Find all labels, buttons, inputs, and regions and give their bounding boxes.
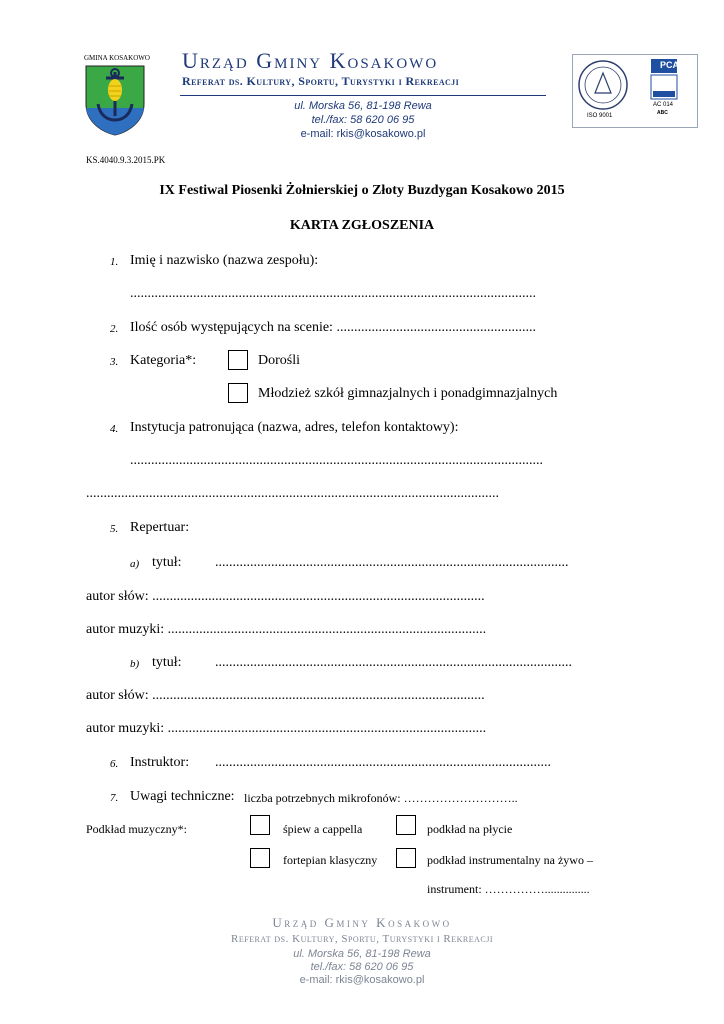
song-a-title-label: tytuł: bbox=[152, 555, 182, 570]
office-subtitle: Referat ds. Kultury, Sportu, Turystyki i Rekreacji bbox=[182, 74, 460, 88]
backing-track-label: Podkład muzyczny*: bbox=[86, 822, 187, 836]
microphones-count-field[interactable]: liczba potrzebnych mikrofonów: ……………………….. bbox=[244, 791, 518, 805]
cappella-checkbox[interactable] bbox=[250, 815, 270, 835]
song-b-letter: b) bbox=[130, 658, 140, 670]
category-label: Kategoria*: bbox=[130, 353, 197, 368]
abc-label: ABC bbox=[657, 110, 668, 116]
patron-field-line-1[interactable]: ...................................................................................................................... bbox=[130, 453, 543, 468]
item-number: 4. bbox=[110, 423, 119, 435]
song-b-title-label: tytuł: bbox=[152, 655, 182, 670]
patron-label: Instytucja patronująca (nazwa, adres, telefon kontaktowy): bbox=[130, 420, 459, 435]
category-adults-checkbox[interactable] bbox=[228, 350, 248, 370]
office-phone: tel./fax: 58 620 06 95 bbox=[311, 114, 415, 126]
song-a-letter: a) bbox=[130, 558, 140, 570]
form-heading: KARTA ZGŁOSZENIA bbox=[289, 218, 435, 233]
performers-count-field[interactable]: Ilość osób występujących na scenie: ......................................................... bbox=[130, 320, 536, 335]
name-label: Imię i nazwisko (nazwa zespołu): bbox=[130, 253, 319, 268]
item-number: 1. bbox=[110, 256, 119, 268]
instrument-field[interactable]: instrument: ……………............... bbox=[427, 882, 590, 896]
technical-notes-label: Uwagi techniczne: bbox=[130, 789, 235, 804]
item-number: 7. bbox=[110, 792, 119, 804]
repertoire-label: Repertuar: bbox=[130, 520, 190, 535]
office-address-block bbox=[180, 99, 546, 141]
footer-phone: tel./fax: 58 620 06 95 bbox=[310, 961, 414, 973]
song-b-music-field[interactable]: autor muzyki: ........................................................................................... bbox=[86, 721, 487, 736]
item-number: 2. bbox=[110, 323, 119, 335]
item-number: 5. bbox=[110, 523, 119, 535]
office-email: e-mail: rkis@kosakowo.pl bbox=[300, 128, 426, 140]
song-a-music-field[interactable]: autor muzyki: ........................................................................................... bbox=[86, 622, 487, 637]
item-number: 3. bbox=[110, 356, 119, 368]
pca-label: PCA bbox=[660, 60, 680, 70]
iso-label: ISO 9001 bbox=[587, 113, 613, 119]
piano-checkbox[interactable] bbox=[250, 848, 270, 868]
live-instrumental-label: podkład instrumentalny na żywo – bbox=[427, 853, 593, 867]
instructor-label: Instruktor: bbox=[130, 755, 190, 770]
category-adults-label: Dorośli bbox=[258, 353, 300, 368]
municipality-logo bbox=[84, 54, 150, 141]
song-a-title-field[interactable]: ..................................................................................................... bbox=[215, 555, 569, 570]
footer-address-block bbox=[0, 948, 724, 987]
festival-title: IX Festiwal Piosenki Żołnierskiej o Złoty Buzdygan Kosakowo 2015 bbox=[159, 183, 565, 198]
category-youth-label: Młodzież szkół gimnazjalnych i ponadgimnazjalnych bbox=[258, 386, 558, 401]
header-divider bbox=[180, 95, 546, 96]
footer-office-title: Urząd Gminy Kosakowo bbox=[272, 915, 452, 930]
live-instrumental-checkbox[interactable] bbox=[396, 848, 416, 868]
item-number: 6. bbox=[110, 758, 119, 770]
footer-address: ul. Morska 56, 81-198 Rewa bbox=[293, 948, 431, 960]
piano-label: fortepian klasyczny bbox=[283, 853, 378, 867]
office-title: Urząd Gminy Kosakowo bbox=[182, 48, 439, 73]
instructor-field[interactable]: ................................................................................................ bbox=[215, 755, 551, 770]
cd-backing-checkbox[interactable] bbox=[396, 815, 416, 835]
cd-backing-label: podkład na płycie bbox=[427, 822, 513, 836]
certification-badges bbox=[572, 54, 698, 128]
song-b-title-field[interactable]: ...................................................................................................... bbox=[215, 655, 572, 670]
patron-field-line-2[interactable]: ...................................................................................................................... bbox=[86, 486, 499, 501]
song-b-lyrics-field[interactable]: autor słów: ............................................................................................... bbox=[86, 688, 485, 703]
coat-of-arms-icon bbox=[84, 64, 146, 136]
office-address: ul. Morska 56, 81-198 Rewa bbox=[294, 100, 432, 112]
footer-office-subtitle: Referat ds. Kultury, Sportu, Turystyki i Rekreacji bbox=[230, 933, 494, 945]
footer-email: e-mail: rkis@kosakowo.pl bbox=[299, 974, 425, 986]
logo-label: GMINA KOSAKOWO bbox=[84, 54, 150, 62]
name-field[interactable]: .................................................................................................................... bbox=[130, 286, 536, 301]
reference-number: KS.4040.9.3.2015.PK bbox=[86, 155, 166, 165]
ac-label: AC 014 bbox=[653, 102, 674, 108]
cappella-label: śpiew a cappella bbox=[283, 822, 363, 836]
category-youth-checkbox[interactable] bbox=[228, 383, 248, 403]
song-a-lyrics-field[interactable]: autor słów: ............................................................................................... bbox=[86, 589, 485, 604]
